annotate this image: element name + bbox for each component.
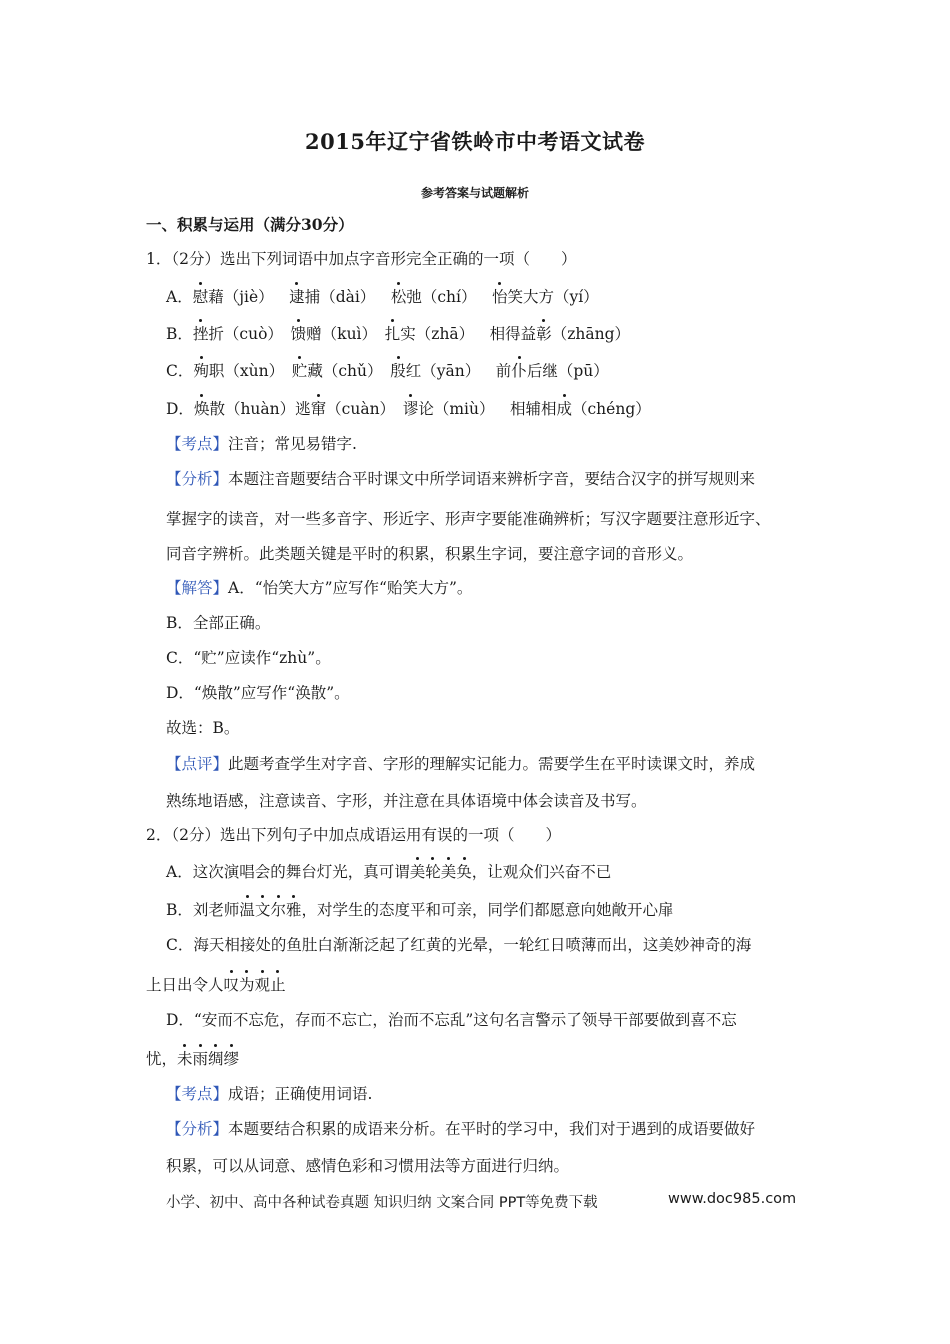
fenxi-tag: 【分析】 — [166, 1120, 229, 1138]
q1-fenxi-line-3: 同音字辨析。此类题关键是平时的积累，积累生字词，要注意字词的音形义。 — [166, 545, 694, 563]
dotted-char: 美 — [440, 863, 457, 881]
dotted-char: 缪 — [223, 1050, 240, 1068]
question-2-stem: 2．（2分）选出下列句子中加点成语运用有误的一项（ ） — [146, 826, 561, 844]
dotted-char: 尔 — [270, 901, 286, 919]
page-footer — [166, 1191, 797, 1212]
dotted-char: 温 — [239, 901, 255, 919]
q2-kaodian: 【考点】成语；正确使用词语. — [166, 1085, 373, 1103]
q2-option-d-line-2: 忧，未雨绸缪 — [146, 1050, 240, 1068]
dotted-idiom — [239, 901, 301, 919]
dianping-tag: 【点评】 — [166, 755, 229, 773]
q1-option-c: C．殉职（xùn） 贮藏（chǔ） 殷红（yān） 前仆后继（pū） — [166, 362, 609, 380]
dotted-char: 未 — [177, 1050, 193, 1068]
q1-option-d: D．焕散（huàn）逃窜（cuàn） 谬论（miù） 相辅相成（chéng） — [166, 400, 651, 418]
dotted-char: 美 — [409, 863, 426, 881]
q1-fenxi-line-2: 掌握字的读音，对一些多音字、形近字、形声字要能准确辨析；写汉字题要注意形近字、 — [166, 510, 771, 528]
dotted-char: 叹 — [223, 976, 240, 994]
q1-dianping-line-1: 【点评】此题考查学生对字音、字形的理解实记能力。需要学生在平时读课文时，养成 — [166, 755, 756, 773]
q1-kaodian: 【考点】注音；常见易错字. — [166, 435, 357, 453]
kaodian-tag: 【考点】 — [166, 435, 229, 453]
q1-jieda-line-3: C．“贮”应读作“zhù”。 — [166, 649, 331, 667]
dotted-char: 绸 — [208, 1050, 224, 1068]
dotted-char: 雅 — [285, 901, 302, 919]
dotted-idiom — [224, 976, 286, 994]
q1-jieda-line-1: 【解答】A．“怡笑大方”应写作“贻笑大方”。 — [166, 579, 473, 597]
q1-jieda-line-4: D．“焕散”应写作“涣散”。 — [166, 684, 350, 702]
q2-option-a: A．这次演唱会的舞台灯光，真可谓美轮美奂，让观众们兴奋不已 — [166, 863, 612, 881]
q2-fenxi-line-1: 【分析】本题要结合积累的成语来分析。在平时的学习中，我们对于遇到的成语要做好 — [166, 1120, 756, 1138]
dotted-idiom — [410, 863, 472, 881]
q1-option-a: A．慰藉（jiè） 逮捕（dài） 松弛（chí） 怡笑大方（yí） — [166, 288, 599, 306]
q2-option-d-line-1: D．“安而不忘危，存而不忘亡，治而不忘乱”这句名言警示了领导干部要做到喜不忘 — [166, 1011, 737, 1029]
dotted-char: 轮 — [425, 863, 441, 881]
footer-text: 小学、初中、高中各种试卷真题 知识归纳 文案合同 PPT等免费下载 — [166, 1195, 598, 1211]
section-heading: 一、积累与运用（满分30分） — [146, 215, 354, 234]
dotted-char: 为 — [239, 976, 255, 994]
q1-option-b: B．挫折（cuò） 馈赠（kuì） 扎实（zhā） 相得益彰（zhāng） — [166, 325, 630, 343]
dotted-char: 雨 — [192, 1050, 209, 1068]
q1-jieda-line-5: 故选：B。 — [166, 719, 240, 737]
dotted-char: 观 — [254, 976, 271, 994]
q1-dianping-line-2: 熟练地语感，注意读音、字形，并注意在具体语境中体会读音及书写。 — [166, 792, 647, 810]
jieda-tag: 【解答】 — [166, 579, 229, 597]
kaodian-tag: 【考点】 — [166, 1085, 229, 1103]
question-1-stem: 1．（2分）选出下列词语中加点字音形完全正确的一项（ ） — [146, 250, 577, 268]
dotted-char: 奂 — [456, 863, 472, 881]
q2-fenxi-line-2: 积累，可以从词意、感情色彩和习惯用法等方面进行归纳。 — [166, 1157, 570, 1175]
q1-fenxi-line-1: 【分析】本题注音题要结合平时课文中所学词语来辨析字音，要结合汉字的拼写规则来 — [166, 470, 756, 488]
dotted-idiom — [177, 1050, 239, 1068]
q1-jieda-line-2: B．全部正确。 — [166, 614, 271, 632]
q2-option-c-line-1: C．海天相接处的鱼肚白渐渐泛起了红黄的光晕，一轮红日喷薄而出，这美妙神奇的海 — [166, 936, 752, 954]
q2-option-c-line-2: 上日出令人叹为观止 — [146, 976, 286, 994]
dotted-char: 文 — [254, 901, 271, 919]
footer-url[interactable]: www.doc985.com — [668, 1191, 797, 1207]
dotted-char: 止 — [270, 976, 286, 994]
page-subtitle: 参考答案与试题解析 — [420, 186, 529, 200]
page-title: 2015年辽宁省铁岭市中考语文试卷 — [305, 129, 645, 154]
q2-option-b: B．刘老师温文尔雅，对学生的态度平和可亲，同学们都愿意向她敞开心扉 — [166, 901, 674, 919]
fenxi-tag: 【分析】 — [166, 470, 229, 488]
